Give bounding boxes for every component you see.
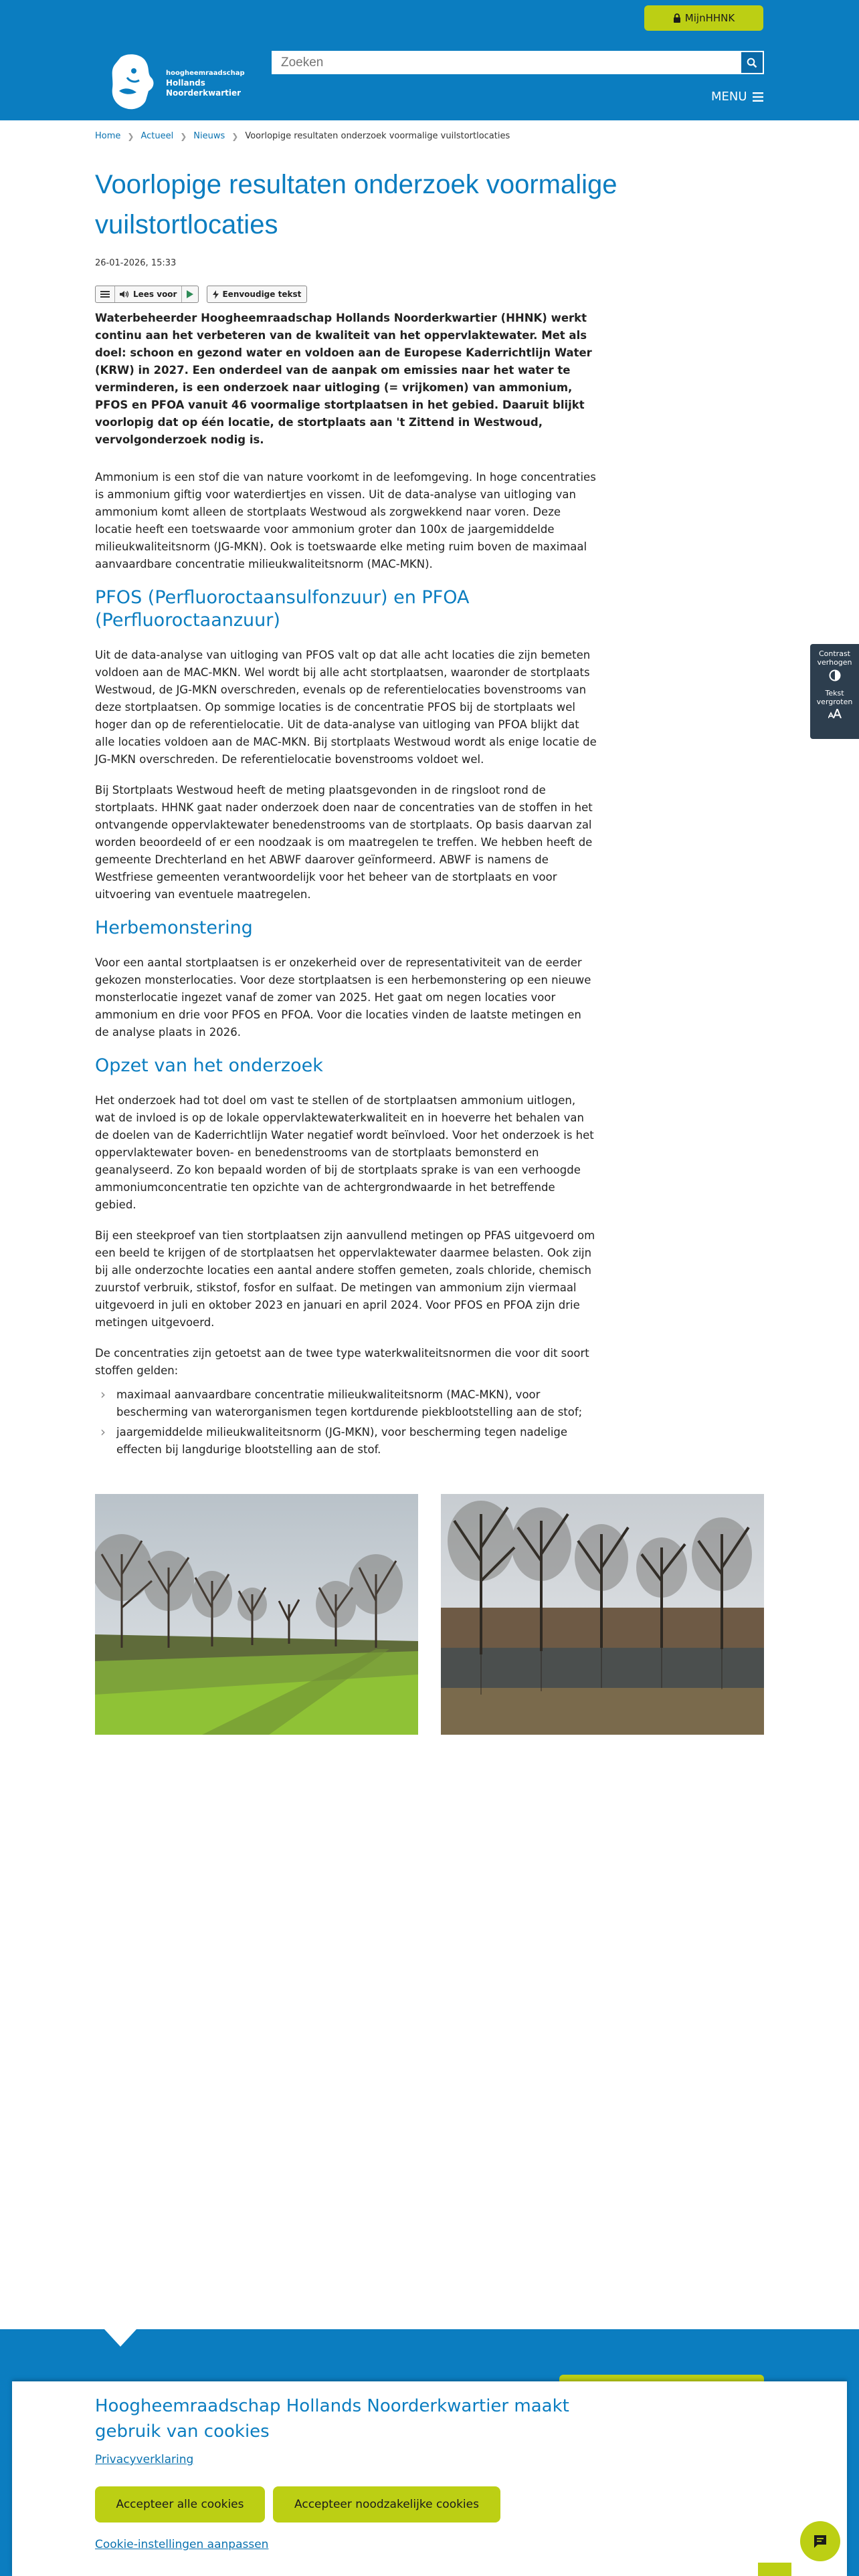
- norms-list: [95, 1386, 597, 1459]
- logo-line-1: hoogheemraadschap: [166, 70, 245, 77]
- photo-landfill-ditch: [441, 1494, 764, 1735]
- logo-line-3: Noorderkwartier: [166, 88, 242, 98]
- lightning-icon: [213, 290, 219, 299]
- list-icon: [100, 291, 110, 298]
- site-header: [0, 0, 859, 120]
- chat-icon: [813, 2534, 828, 2549]
- photo-landfill-dike: [95, 1494, 418, 1735]
- article-paragraph: Bij Stortplaats Westwoud heeft de meting plaatsgevonden in de ringsloot rond de stortplaats. HHNK gaat nader onderzoek doen naar de concentraties van de stoffen in het ontvangende oppervlaktewater benedenstrooms van de stortplaats. Op basis daarvan zal worden beoordeeld of er een noodzaak is om maatregelen te treffen. We hebben heeft de gemeente Drechterland en het ABWF daarover geïnformeerd. ABWF is namens de Westfriese gemeenten verantwoordelijk voor het beheer van de stortplaats en voor uitvoering van eventuele maatregelen.: [95, 784, 593, 901]
- text-size-toggle[interactable]: [810, 683, 859, 720]
- menu-button[interactable]: [711, 90, 763, 104]
- accept-necessary-cookies-button[interactable]: Accepteer noodzakelijke cookies: [273, 2486, 500, 2523]
- footer-accent-block: [758, 2563, 791, 2576]
- cookie-settings-link[interactable]: Cookie-instellingen aanpassen: [95, 2538, 269, 2551]
- list-item: › jaargemiddelde milieukwaliteitsnorm (JG-MKN), voor bescherming tegen nadelige effecten bij langdurige blootstelling aan de stof.: [116, 1424, 597, 1459]
- logo-lion-icon: [107, 51, 159, 112]
- article-paragraph: Uit de data-analyse van uitloging van PFOS valt op dat alle acht locaties die zijn bemeten voldoen aan de MAC-MKN. Wel wordt bij alle acht stortplaatsen, waaronder de stortplaats Westwoud, de JG-MKN overschreden, evenals op de referentielocaties bovenstrooms van deze stortplaatsen. Op sommige locaties is de concentratie PFOS bij de stortplaats wel hoger dan op de referentielocatie. Uit de data-analyse van uitloging van PFOA blijkt dat alle locaties voldoen aan de MAC-MKN. Bij stortplaats Westwoud wordt als enige locatie de JG-MKN overschreden. De referentielocatie bovenstrooms voldoet wel.: [95, 649, 597, 766]
- lock-icon: [673, 13, 681, 23]
- readspeaker-toolbar: [95, 286, 307, 303]
- article-lead: Waterbeheerder Hoogheemraadschap Hollands Noorderkwartier (HHNK) werkt continu aan het verbeteren van de kwaliteit van het oppervlaktewater. Met als doel: schoon en gezond water en voldoen aan de Europese Kaderrichtlijn Water (KRW) in 2027. Een onderdeel van de aanpak om emissies naar het water te verminderen, is een onderzoek naar uitloging (= vrijkomen) van ammonium, PFOS en PFOA vanuit 46 voormalige stortplaatsen in het gebied. Daaruit blijkt voorlopig dat op één locatie, de stortplaats aan 't Zittend in Westwoud, vervolgonderzoek nodig is.: [95, 312, 592, 446]
- contrast-toggle[interactable]: [810, 644, 859, 683]
- privacy-link[interactable]: Privacyverklaring: [95, 2453, 194, 2466]
- article-paragraph: De concentraties zijn getoetst aan de twee type waterkwaliteitsnormen die voor dit soort stoffen gelden:: [95, 1347, 589, 1377]
- listen-button[interactable]: [115, 286, 182, 302]
- simple-text-label: Eenvoudige tekst: [222, 290, 302, 299]
- article-body: [95, 310, 597, 1472]
- section-heading-herbemonstering: Herbemonstering: [95, 918, 253, 938]
- search-input[interactable]: [272, 51, 740, 74]
- footer-notch: [104, 2329, 136, 2347]
- breadcrumb: [95, 131, 510, 141]
- play-button[interactable]: [182, 286, 198, 302]
- text-size-icon: [828, 709, 842, 718]
- breadcrumb-nieuws[interactable]: Nieuws: [193, 131, 225, 141]
- logo-line-2: Hollands: [166, 78, 205, 88]
- section-heading-pfos: PFOS (Perfluoroctaansulfonzuur) en PFOA (Perfluoroctaanzuur): [95, 587, 470, 631]
- breadcrumb-home[interactable]: Home: [95, 131, 121, 141]
- cookie-title: Hoogheemraadschap Hollands Noorderkwartier maakt gebruik van cookies: [95, 2396, 569, 2442]
- search-button[interactable]: [740, 51, 764, 74]
- article-paragraph: Ammonium is een stof die van nature voorkomt in de leefomgeving. In hoge concentraties is ammonium giftig voor waterdiertjes en vissen. Uit de data-analyse van uitloging van ammonium komt alleen de stortplaats Westwoud als zorgwekkend naar voren. Deze locatie heeft een toetswaarde voor ammonium groter dan 100x de jaargemiddelde milieukwaliteitsnorm (JG-MKN). Ook is toetswaarde elke meting ruim boven de maximaal aanvaardbare concentratie milieukwaliteitsnorm (MAC-MKN).: [95, 471, 596, 570]
- page-title: Voorlopige resultaten onderzoek voormalige vuilstortlocaties: [95, 170, 617, 239]
- contrast-label: Contrast verhogen: [817, 649, 852, 667]
- article-paragraph: Bij een steekproef van tien stortplaatsen zijn aanvullend metingen op PFAS uitgevoerd om een beeld te krijgen of de stortplaatsen het oppervlaktewater daarmee belasten. Ook zijn bij alle onderzochte locaties een aantal andere stoffen gemeten, zoals chloride, chemisch zuurstof verbruik, stikstof, fosfor en sulfaat. De metingen van ammonium zijn viermaal uitgevoerd in juli en oktober 2023 en januari en april 2024. Voor PFOS en PFOA zijn drie metingen uitgevoerd.: [95, 1229, 595, 1329]
- chat-button[interactable]: [800, 2521, 840, 2561]
- speaker-icon: [120, 290, 129, 298]
- readspeaker-menu-button[interactable]: [96, 286, 115, 302]
- article-paragraph: Voor een aantal stortplaatsen is er onzekerheid over de representativiteit van de eerder gekozen monsterlocaties. Voor deze stortplaatsen is een herbemonstering op een nieuwe monsterlocatie ingezet vanaf de zomer van 2025. Het gaat om negen locaties voor ammonium en drie voor PFOS en PFOA. Voor die locaties vinden de laatste metingen en de analyse plaats in 2026.: [95, 956, 591, 1039]
- listen-label: Lees voor: [133, 290, 177, 299]
- hamburger-icon: [753, 92, 763, 102]
- list-item: › maximaal aanvaardbare concentratie milieukwaliteitsnorm (MAC-MKN), voor bescherming van waterorganismen tegen kortdurende piekblootstelling aan de stof;: [116, 1386, 597, 1421]
- play-icon: [187, 290, 193, 298]
- simple-text-button[interactable]: [207, 286, 307, 303]
- site-logo[interactable]: [107, 51, 248, 112]
- breadcrumb-current: Voorlopige resultaten onderzoek voormalige vuilstortlocaties: [245, 131, 510, 141]
- article-paragraph: Het onderzoek had tot doel om vast te stellen of de stortplaatsen ammonium uitlogen, wat de invloed is op de lokale oppervlaktewaterkwaliteit en in hoeverre het behalen van de doelen van de Kaderrichtlijn Water negatief wordt beïnvloed. Voor het onderzoek is het oppervlaktewater boven- en benedenstrooms van de stortplaats bemonsterd en geanalyseerd. Zo kon bepaald worden of bij de stortplaats sprake is van een verhoogde ammoniumconcentratie ten opzichte van de achtergrondwaarde in het betreffende gebied.: [95, 1094, 594, 1211]
- search-icon: [747, 58, 757, 68]
- contrast-icon: [829, 669, 841, 681]
- chevron-right-icon: ❯: [231, 131, 239, 141]
- accessibility-panel: [810, 644, 859, 739]
- mijn-hhnk-label: MijnHHNK: [684, 12, 735, 24]
- accept-all-cookies-button[interactable]: Accepteer alle cookies: [95, 2486, 265, 2523]
- text-size-label: Tekst vergroten: [816, 689, 853, 706]
- chevron-right-icon: ❯: [127, 131, 134, 141]
- readspeaker-player: [95, 286, 199, 303]
- publish-date: 26-01-2026, 15:33: [95, 258, 177, 268]
- mijn-hhnk-button[interactable]: [644, 5, 763, 31]
- menu-label: MENU: [711, 90, 747, 104]
- cookie-banner: [12, 2381, 847, 2576]
- section-heading-opzet: Opzet van het onderzoek: [95, 1055, 323, 1076]
- chevron-right-icon: ❯: [180, 131, 187, 141]
- breadcrumb-actueel[interactable]: Actueel: [140, 131, 174, 141]
